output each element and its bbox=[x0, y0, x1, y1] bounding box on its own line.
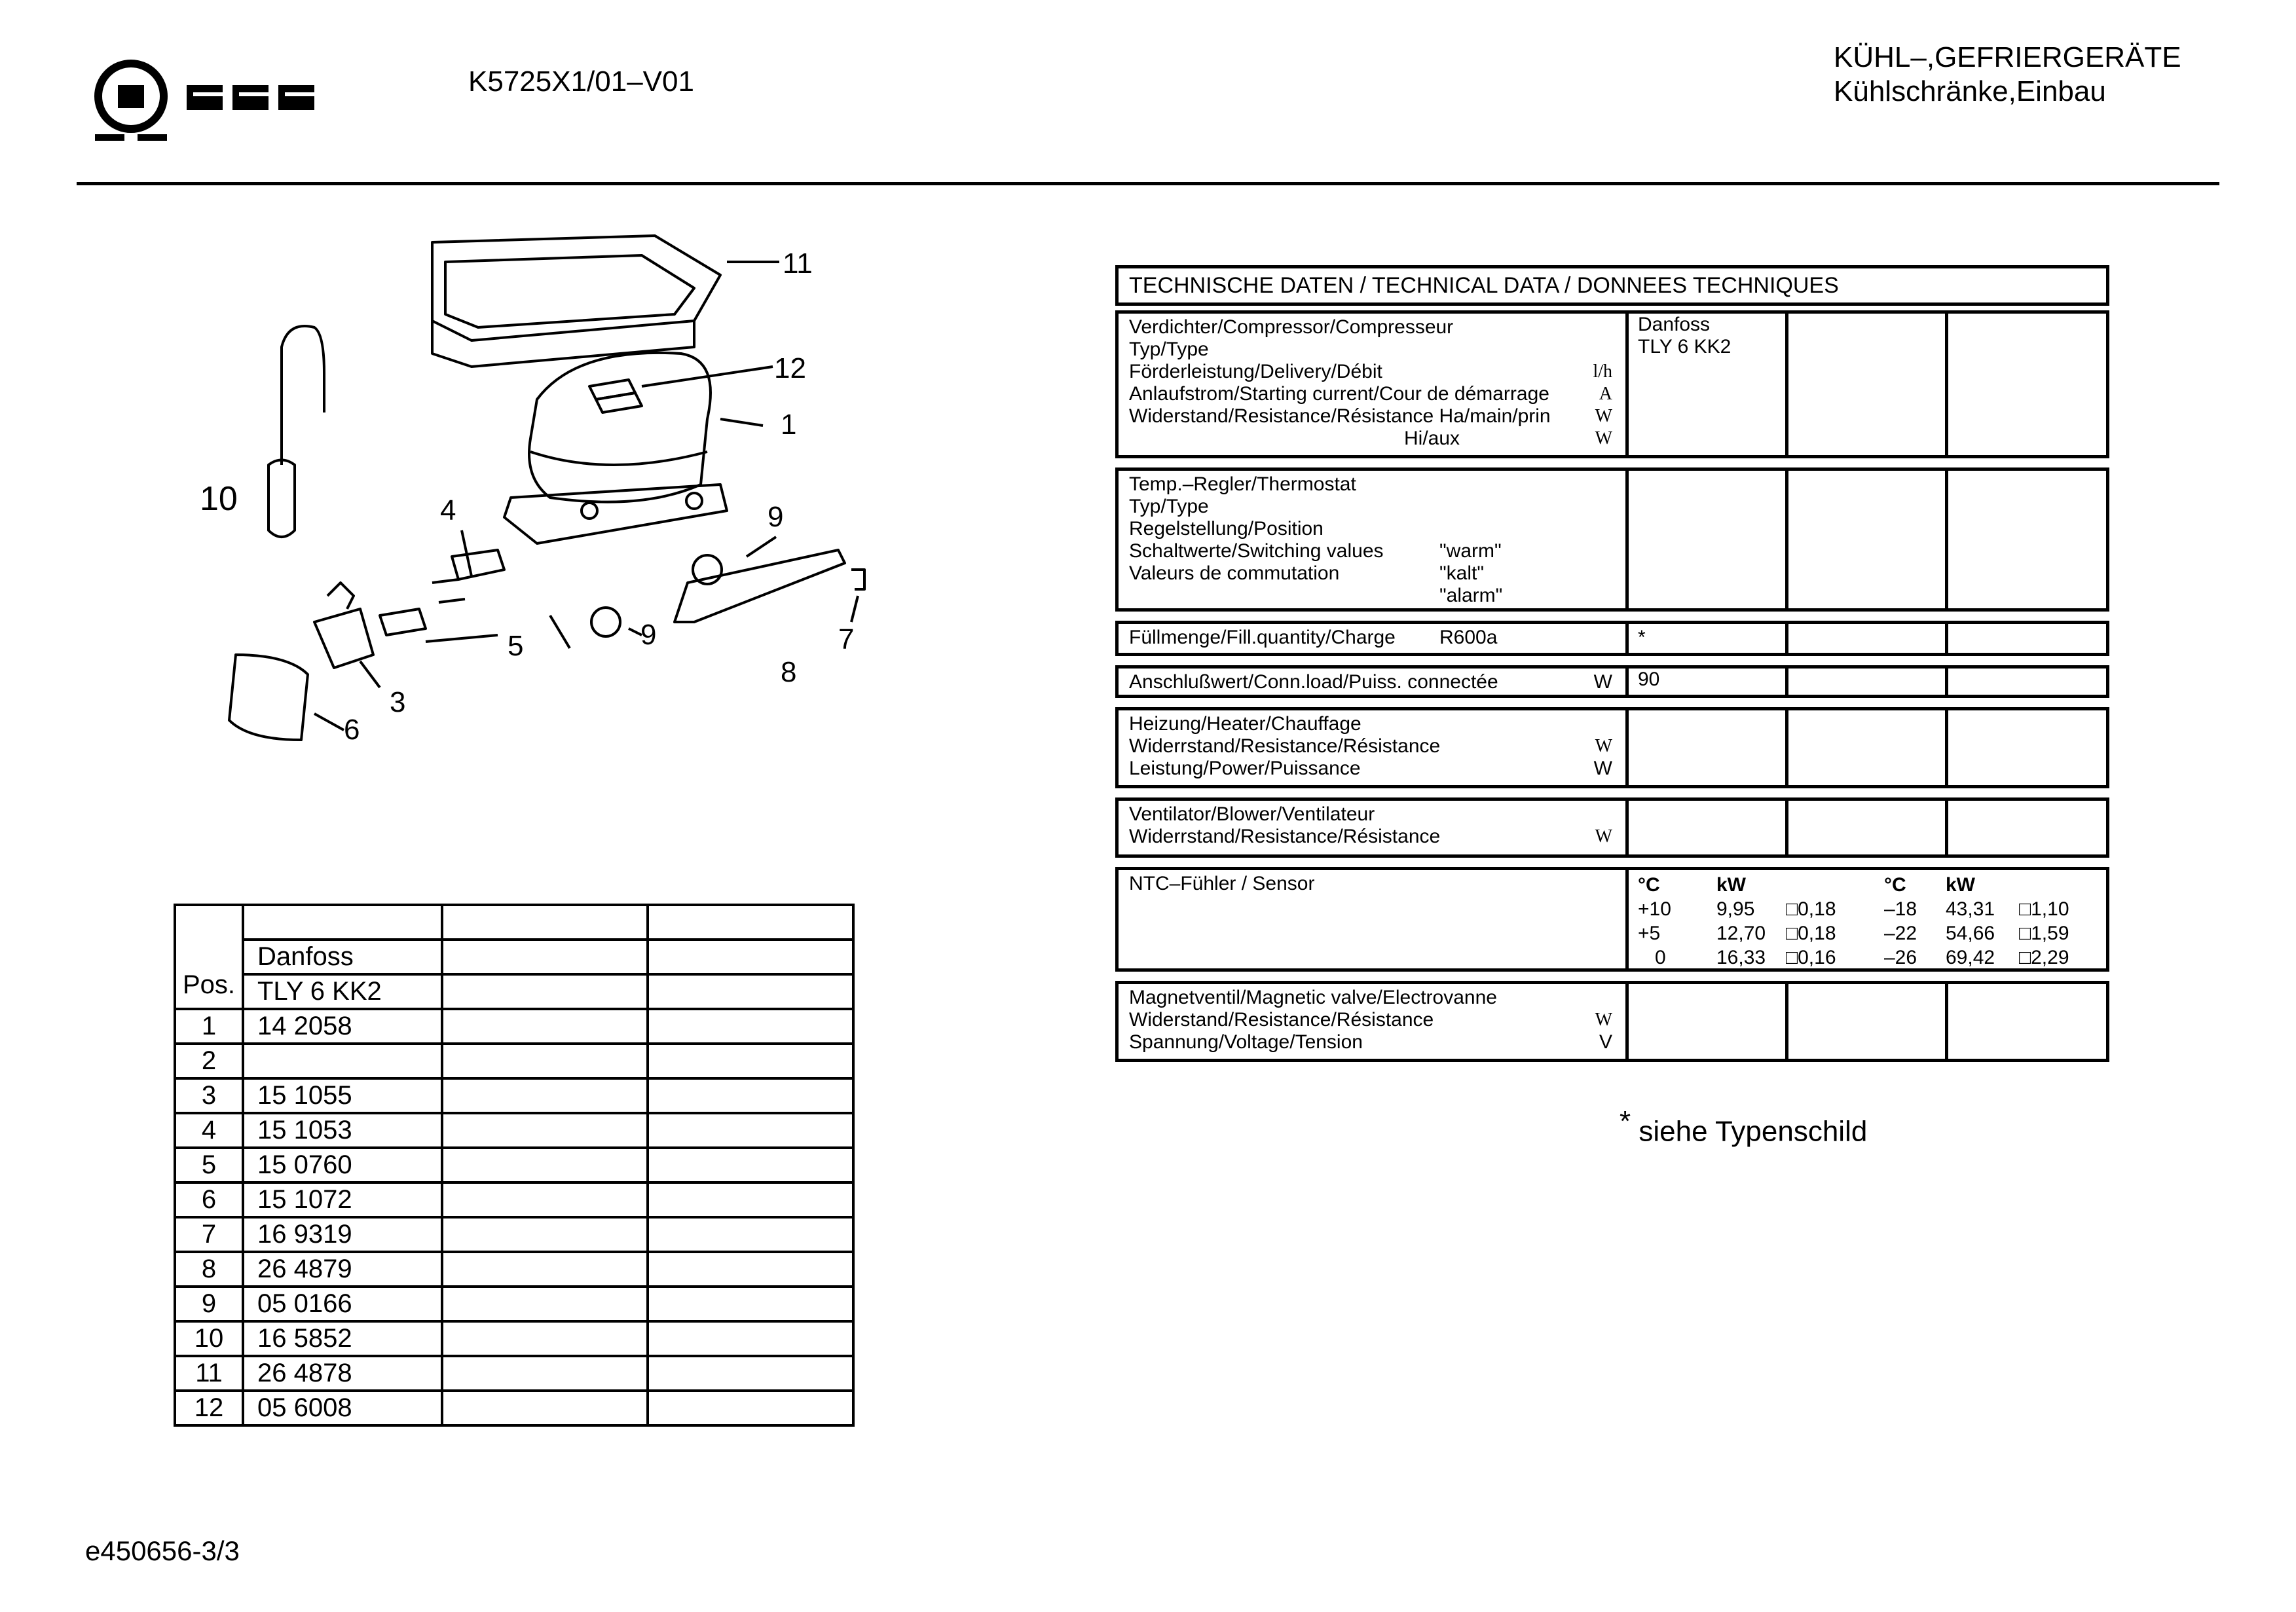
callout-8: 8 bbox=[781, 656, 797, 688]
table-row: 4 15 1053 bbox=[175, 1113, 853, 1148]
table-row: 10 16 5852 bbox=[175, 1321, 853, 1356]
table-row: 5 15 0760 bbox=[175, 1148, 853, 1182]
table-row: 9 05 0166 bbox=[175, 1287, 853, 1321]
part-8-rail bbox=[675, 550, 845, 622]
table-row: 12 05 6008 bbox=[175, 1391, 853, 1425]
parts-header-row-3 bbox=[175, 974, 853, 1009]
tech-data-title: TECHNISCHE DATEN / TECHNICAL DATA / DONNEES TECHNIQUES bbox=[1115, 265, 2109, 306]
parts-header-row-2 bbox=[175, 940, 853, 974]
table-row: 8 26 4879 bbox=[175, 1252, 853, 1287]
callout-9a: 9 bbox=[768, 501, 784, 533]
callout-7: 7 bbox=[838, 623, 855, 655]
table-row: 6 15 1072 bbox=[175, 1182, 853, 1217]
callout-6: 6 bbox=[344, 714, 360, 746]
callout-9b: 9 bbox=[640, 619, 657, 651]
part-5-terminal bbox=[380, 609, 426, 635]
header-model: TLY 6 KK2 bbox=[243, 974, 442, 1009]
part-10-capacitor bbox=[268, 460, 295, 538]
category-line-2: Kühlschränke,Einbau bbox=[1834, 75, 2106, 107]
part-4-clip bbox=[452, 550, 504, 579]
tech-charge: Füllmenge/Fill.quantity/Charge R600a * bbox=[1115, 621, 2109, 656]
brand-name: NEFF bbox=[0, 0, 2, 1]
part-3-relay bbox=[314, 609, 373, 668]
callout-3: 3 bbox=[390, 686, 406, 718]
header-cell-blank bbox=[243, 905, 442, 940]
table-row: 2 bbox=[175, 1044, 853, 1078]
neff-logo bbox=[88, 56, 357, 147]
tech-thermostat: Temp.–Regler/Thermostat Typ/Type Regelstellung/Position Schaltwerte/Switching values Valeurs de commutation "warm" "kalt" "alarm" bbox=[1115, 467, 2109, 612]
tech-heater: Heizung/Heater/Chauffage Widerrstand/Resistance/Résistance Leistung/Power/Puissance W W bbox=[1115, 707, 2109, 788]
callout-1: 1 bbox=[781, 409, 797, 441]
part-6-cover bbox=[229, 655, 308, 740]
parts-table bbox=[174, 904, 855, 1427]
tech-compressor: Verdichter/Compressor/Compresseur Typ/Type Förderleistung/Delivery/Débit Anlaufstrom/Starting current/Cour de démarrage Widerstand/Resistance/Résistance Ha/main/prin Hi/aux l/h A W W Danfoss TLY 6 KK2 bbox=[1115, 310, 2109, 458]
part-7-clip bbox=[851, 570, 864, 589]
tech-ntc-sensor: NTC–Fühler / Sensor °C kW °C kW +10 9,95 □0,18 –18 43,31 □1,10 +5 12,70 □0,18 –22 54,66 □1,59 0 16,33 □0,16 –26 69,42 □2,29 bbox=[1115, 867, 2109, 972]
header-rule bbox=[77, 182, 2219, 185]
type-plate-note: * siehe Typenschild bbox=[1620, 1105, 1868, 1148]
part-1-compressor bbox=[529, 353, 711, 502]
category-line-1: KÜHL–,GEFRIERGERÄTE bbox=[1834, 41, 2181, 73]
table-row: 1 14 2058 bbox=[175, 1009, 853, 1044]
part-11-tray bbox=[432, 236, 720, 340]
omega-icon bbox=[95, 64, 167, 141]
header-manufacturer: Danfoss bbox=[243, 940, 442, 974]
tech-magnetic-valve: Magnetventil/Magnetic valve/Electrovanne Widerstand/Resistance/Résistance Spannung/Voltage/Tension W V bbox=[1115, 981, 2109, 1062]
category-title bbox=[1834, 41, 2181, 109]
callout-5: 5 bbox=[508, 630, 524, 662]
callout-12: 12 bbox=[774, 352, 806, 384]
document-id: e450656-3/3 bbox=[85, 1535, 240, 1566]
tech-blower: Ventilator/Blower/Ventilateur Widerrstand/Resistance/Résistance W bbox=[1115, 797, 2109, 858]
callout-4: 4 bbox=[440, 494, 456, 526]
model-number: K5725X1/01–V01 bbox=[468, 65, 694, 98]
table-row: 3 15 1055 bbox=[175, 1078, 853, 1113]
brand-wordmark bbox=[187, 85, 314, 110]
pos-header: Pos. bbox=[175, 905, 243, 1009]
callout-10: 10 bbox=[200, 480, 238, 518]
parts-header-row-1 bbox=[175, 905, 853, 940]
table-row: 7 16 9319 bbox=[175, 1217, 853, 1252]
ntc-values: °C kW °C kW +10 9,95 □0,18 –18 43,31 □1,10 +5 12,70 □0,18 –22 54,66 □1,59 0 16,33 □0,16 –26 69,42 □2,29 bbox=[1625, 870, 2106, 968]
table-row: 11 26 4878 bbox=[175, 1356, 853, 1391]
callout-11: 11 bbox=[783, 247, 813, 280]
tech-connected-load: Anschlußwert/Conn.load/Puiss. connectée W 90 bbox=[1115, 665, 2109, 698]
